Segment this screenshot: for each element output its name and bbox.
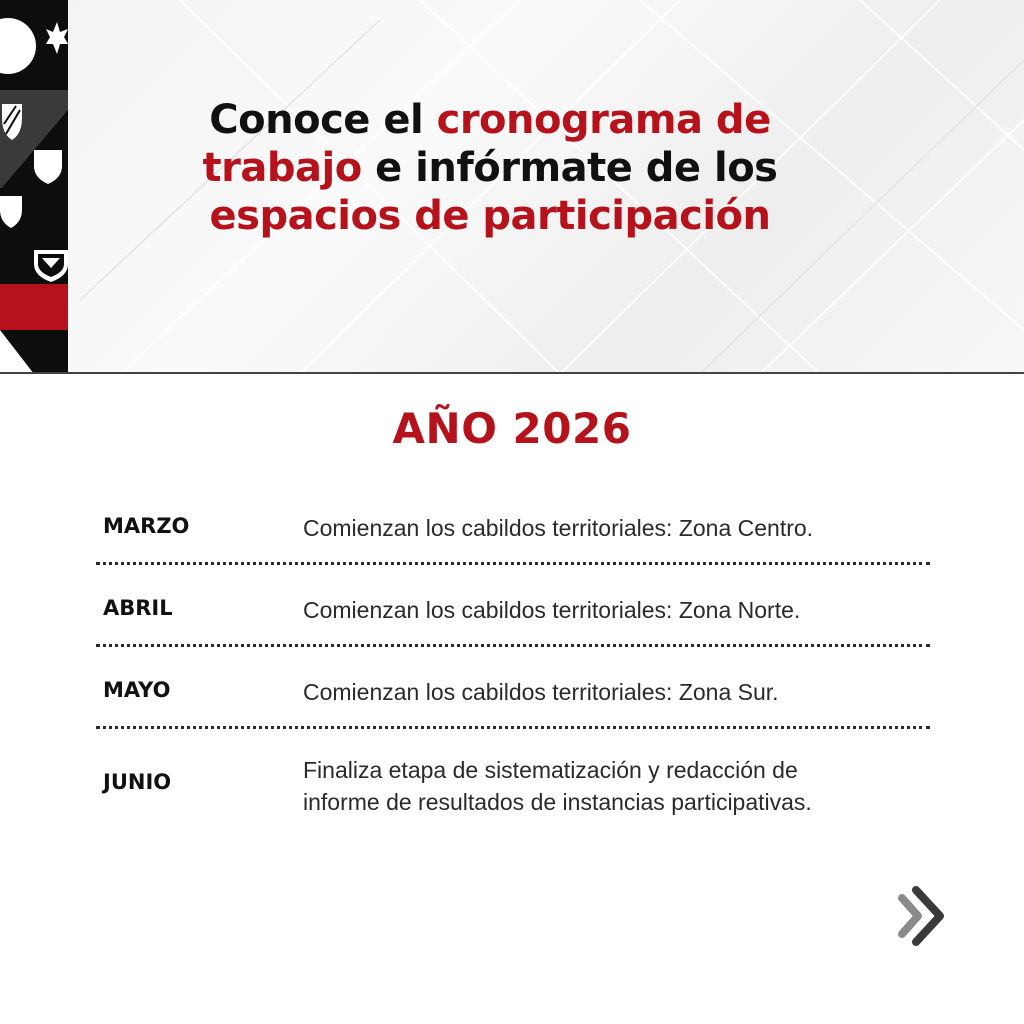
headline-text: Conoce el xyxy=(209,97,437,143)
month-label: MARZO xyxy=(103,514,190,538)
month-description: Comienzan los cabildos territoriales: Zona Sur. xyxy=(303,679,779,705)
header-divider xyxy=(0,372,1024,374)
decorative-side-strip xyxy=(0,0,68,374)
month-description: Comienzan los cabildos territoriales: Zona Centro. xyxy=(303,515,814,541)
double-chevron-right-icon xyxy=(892,882,952,952)
dotted-divider xyxy=(96,726,930,729)
headline-line-2 xyxy=(170,144,810,192)
headline-line-1 xyxy=(170,96,810,144)
dotted-divider xyxy=(96,562,930,565)
month-label: MAYO xyxy=(103,678,171,702)
month-label: ABRIL xyxy=(103,596,173,620)
headline-line-3 xyxy=(170,192,810,240)
month-label: JUNIO xyxy=(103,770,172,794)
month-description: informe de resultados de instancias participativas. xyxy=(303,789,812,815)
headline-highlight: espacios de participación xyxy=(209,193,771,239)
dotted-divider xyxy=(96,644,930,647)
headline-highlight: cronograma de xyxy=(436,97,771,143)
month-description: Finaliza etapa de sistematización y redacción de xyxy=(303,757,798,783)
headline-text: e infórmate de los xyxy=(361,145,778,191)
month-description: Comienzan los cabildos territoriales: Zona Norte. xyxy=(303,597,801,623)
year-title: AÑO 2026 xyxy=(392,404,632,453)
headline xyxy=(170,96,810,240)
headline-highlight: trabajo xyxy=(202,145,362,191)
next-slide-button[interactable] xyxy=(892,882,952,952)
header-banner xyxy=(0,0,1024,374)
